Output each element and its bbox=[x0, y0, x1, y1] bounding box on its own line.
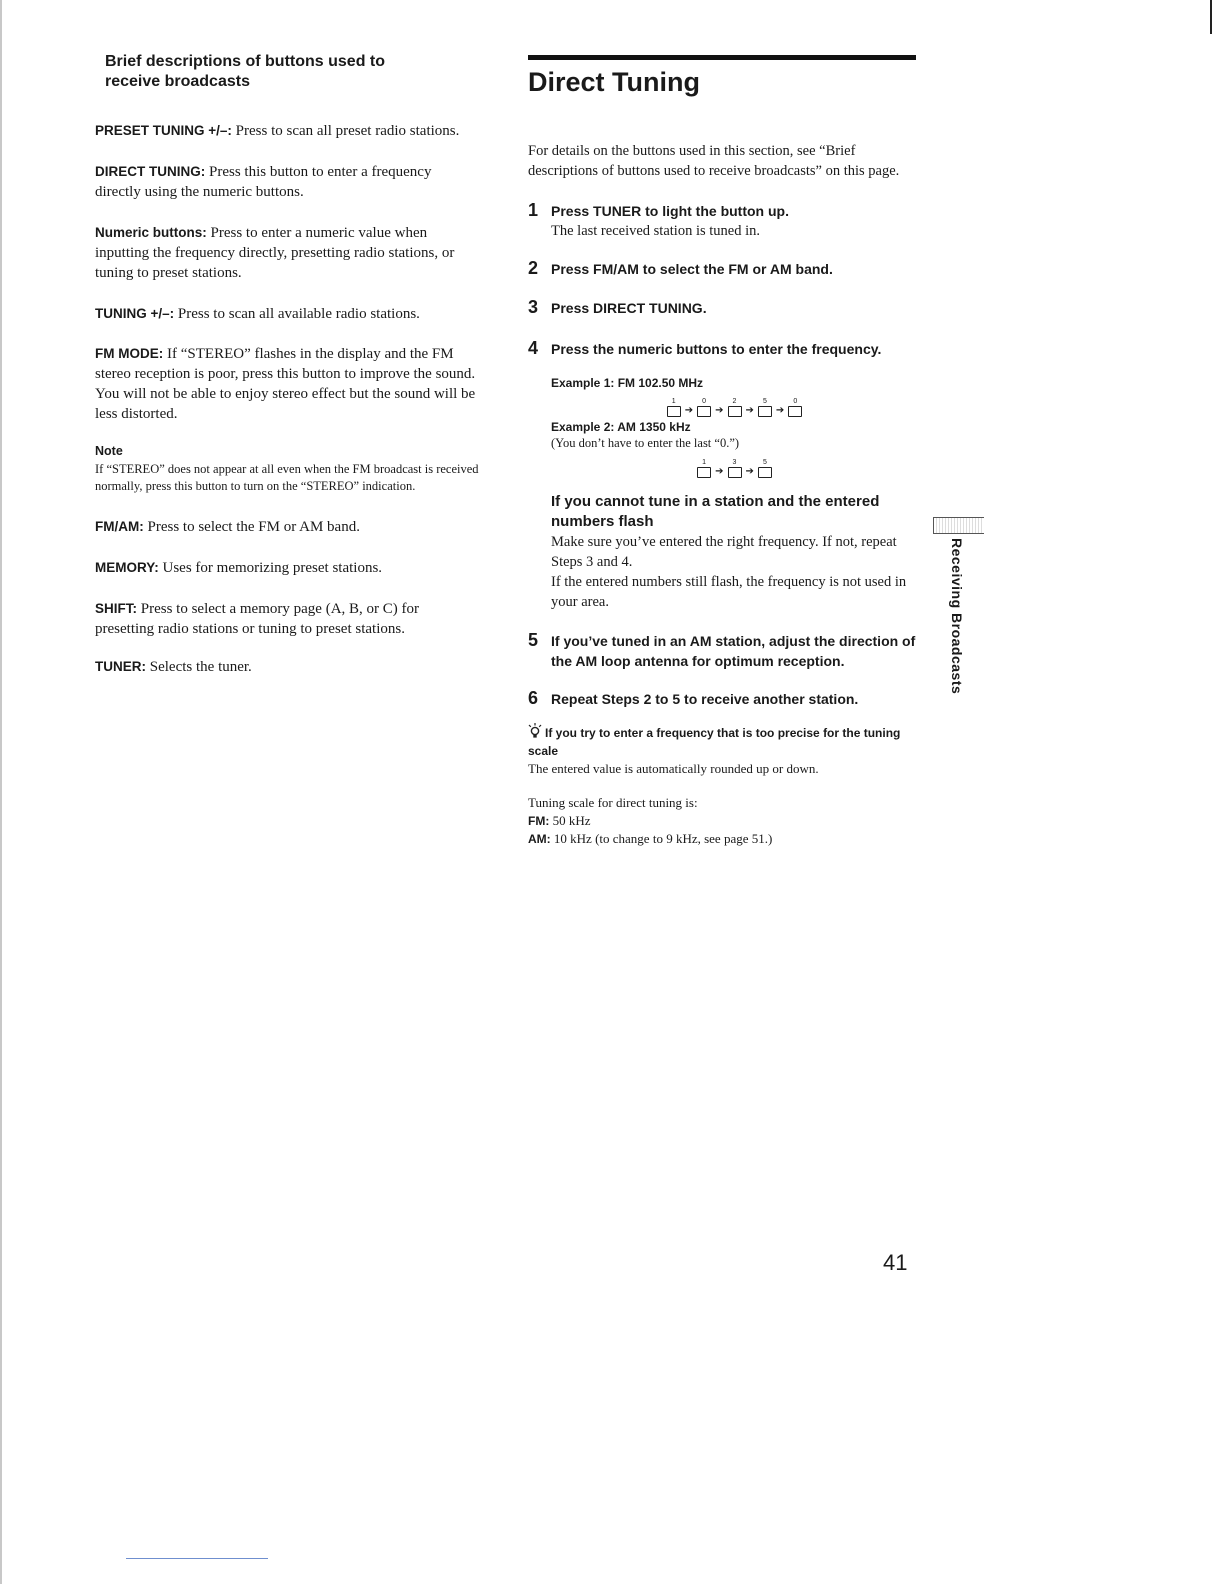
example-1 bbox=[551, 375, 918, 417]
tip-heading-text: If you try to enter a frequency that is too precise for the tuning scale bbox=[528, 726, 901, 758]
key-box bbox=[728, 406, 742, 417]
left-column bbox=[95, 52, 480, 677]
note-block bbox=[95, 443, 480, 496]
entry-term: MEMORY: bbox=[95, 559, 159, 575]
intro-text: For details on the buttons used in this section, see “Brief descriptions of buttons used to receive broadcasts” on this page. bbox=[528, 143, 900, 179]
numeric-key-icon bbox=[758, 398, 772, 417]
arrow-right-icon: ➔ bbox=[745, 405, 754, 416]
entry-fm-am bbox=[95, 517, 480, 537]
entry-tuning bbox=[95, 304, 480, 324]
step-heading: Press the numeric buttons to enter the frequency. bbox=[551, 341, 882, 357]
title-rule bbox=[528, 55, 916, 60]
entry-text: Press this button to enter a frequency directly using the numeric buttons. bbox=[95, 164, 432, 200]
arrow-right-icon: ➔ bbox=[775, 405, 785, 416]
step-body: The last received station is tuned in. bbox=[551, 223, 760, 239]
entry-text: Press to enter a numeric value when inputting the frequency directly, presetting radio stations, or tuning to preset stations. bbox=[95, 225, 455, 281]
arrow-right-icon: ➔ bbox=[715, 466, 724, 477]
right-column bbox=[528, 55, 918, 848]
page-title: Direct Tuning bbox=[528, 67, 700, 97]
step-number: 6 bbox=[528, 688, 539, 708]
arrow-right-icon: ➔ bbox=[684, 405, 694, 416]
bottom-rule bbox=[126, 1558, 268, 1559]
entry-text: Press to scan all preset radio stations. bbox=[235, 123, 460, 139]
tip-body: The entered value is automatically rounded up or down. bbox=[528, 761, 819, 776]
entry-text: Uses for memorizing preset stations. bbox=[162, 559, 383, 576]
page-edge-left bbox=[0, 0, 2, 1584]
arrow-right-icon: ➔ bbox=[745, 466, 754, 477]
side-tab-marker bbox=[933, 517, 984, 534]
step-heading: Press FM/AM to select the FM or AM band. bbox=[551, 261, 833, 277]
entry-term: FM MODE: bbox=[95, 346, 164, 361]
fm-term: FM: bbox=[528, 814, 550, 828]
troubleshoot-line: Make sure you’ve entered the right frequency. If not, repeat Steps 3 and 4. bbox=[551, 534, 897, 570]
entry-numeric-buttons bbox=[95, 223, 480, 283]
step-2 bbox=[528, 259, 918, 279]
numeric-key-icon bbox=[697, 398, 711, 417]
key-box bbox=[667, 406, 681, 417]
step-number: 5 bbox=[528, 630, 539, 650]
step-heading: If you’ve tuned in an AM station, adjust the direction of the AM loop antenna for optimum reception. bbox=[551, 633, 916, 669]
tip-block bbox=[528, 723, 918, 848]
key-box bbox=[728, 467, 742, 478]
lightbulb-icon bbox=[528, 723, 542, 739]
page-number: 41 bbox=[883, 1250, 908, 1275]
entry-text: Press to select a memory page (A, B, or C) for presetting radio stations or tuning to preset stations. bbox=[95, 600, 420, 637]
note-label: Note bbox=[95, 444, 123, 458]
numeric-key-icon bbox=[667, 398, 681, 417]
side-tab-label: Receiving Broadcasts bbox=[949, 538, 965, 695]
entry-text: Selects the tuner. bbox=[149, 658, 252, 675]
numeric-key-icon bbox=[758, 459, 772, 478]
entry-memory bbox=[95, 558, 480, 578]
entry-tuner bbox=[95, 657, 480, 677]
key-digit: 5 bbox=[762, 398, 767, 405]
numeric-key-icon bbox=[788, 398, 802, 417]
entry-term: PRESET TUNING +/–: bbox=[95, 123, 232, 138]
key-box bbox=[758, 406, 772, 417]
step-3 bbox=[528, 298, 918, 318]
example-label: Example 1: FM 102.50 MHz bbox=[551, 376, 704, 390]
page-edge-right bbox=[1210, 0, 1212, 34]
step-heading: Press TUNER to light the button up. bbox=[551, 203, 789, 219]
step-5 bbox=[528, 631, 918, 671]
tuning-scale-intro: Tuning scale for direct tuning is: bbox=[528, 795, 698, 810]
entry-term: TUNING +/–: bbox=[95, 306, 175, 321]
arrow-right-icon: ➔ bbox=[715, 405, 724, 416]
step-4 bbox=[528, 339, 918, 612]
note-text: If “STEREO” does not appear at all even when the FM broadcast is received normally, press this button to turn on the “STEREO” indication. bbox=[95, 461, 479, 493]
key-box bbox=[788, 406, 802, 417]
step-1 bbox=[528, 201, 918, 241]
am-value: 10 kHz (to change to 9 kHz, see page 51.) bbox=[553, 831, 773, 846]
left-heading: Brief descriptions of buttons used to receive broadcasts bbox=[105, 53, 386, 90]
entry-text: If “STEREO” flashes in the display and the FM stereo reception is poor, press this button to improve the sound. You will not be able to enjoy stereo effect but the sound will be less distorted. bbox=[95, 346, 476, 422]
am-term: AM: bbox=[528, 832, 551, 846]
example-label: Example 2: AM 1350 kHz bbox=[551, 420, 691, 434]
troubleshoot-block bbox=[551, 492, 918, 612]
tuning-scale-am bbox=[528, 830, 918, 848]
fm-value: 50 kHz bbox=[552, 813, 591, 828]
key-digit: 0 bbox=[702, 398, 707, 405]
key-digit: 5 bbox=[762, 459, 767, 466]
example-2 bbox=[551, 419, 918, 478]
entry-term: SHIFT: bbox=[95, 600, 137, 616]
entry-direct-tuning bbox=[95, 162, 480, 202]
key-digit: 1 bbox=[671, 398, 676, 405]
step-6 bbox=[528, 689, 918, 709]
entry-term: DIRECT TUNING: bbox=[95, 164, 206, 179]
key-sequence-2 bbox=[551, 452, 918, 478]
entry-shift bbox=[95, 599, 480, 639]
entry-preset-tuning bbox=[95, 121, 480, 141]
key-digit: 3 bbox=[732, 459, 737, 466]
entry-term: TUNER: bbox=[95, 658, 146, 674]
key-digit: 2 bbox=[732, 398, 737, 405]
key-sequence-1 bbox=[551, 391, 918, 417]
entry-text: Press to select the FM or AM band. bbox=[147, 518, 360, 535]
numeric-key-icon bbox=[697, 459, 711, 478]
numeric-key-icon bbox=[728, 459, 742, 478]
example-note: (You don’t have to enter the last “0.”) bbox=[551, 436, 740, 450]
key-box bbox=[697, 467, 711, 478]
key-box bbox=[697, 406, 711, 417]
entry-term: Numeric buttons: bbox=[95, 225, 207, 240]
entry-fm-mode bbox=[95, 344, 480, 424]
step-heading: Repeat Steps 2 to 5 to receive another station. bbox=[551, 691, 859, 707]
entry-term: FM/AM: bbox=[95, 518, 144, 534]
step-number: 4 bbox=[528, 338, 539, 358]
entry-text: Press to scan all available radio stations. bbox=[177, 306, 420, 322]
key-digit: 0 bbox=[793, 398, 798, 405]
key-digit: 1 bbox=[702, 459, 707, 466]
tuning-scale-fm bbox=[528, 812, 918, 830]
tip-heading bbox=[528, 723, 918, 760]
key-box bbox=[758, 467, 772, 478]
troubleshoot-line: If the entered numbers still flash, the frequency is not used in your area. bbox=[551, 574, 907, 610]
step-number: 3 bbox=[528, 297, 539, 317]
step-number: 2 bbox=[528, 258, 539, 278]
troubleshoot-heading: If you cannot tune in a station and the entered numbers flash bbox=[551, 493, 880, 530]
step-heading: Press DIRECT TUNING. bbox=[551, 300, 707, 316]
step-number: 1 bbox=[528, 200, 539, 220]
numeric-key-icon bbox=[728, 398, 742, 417]
